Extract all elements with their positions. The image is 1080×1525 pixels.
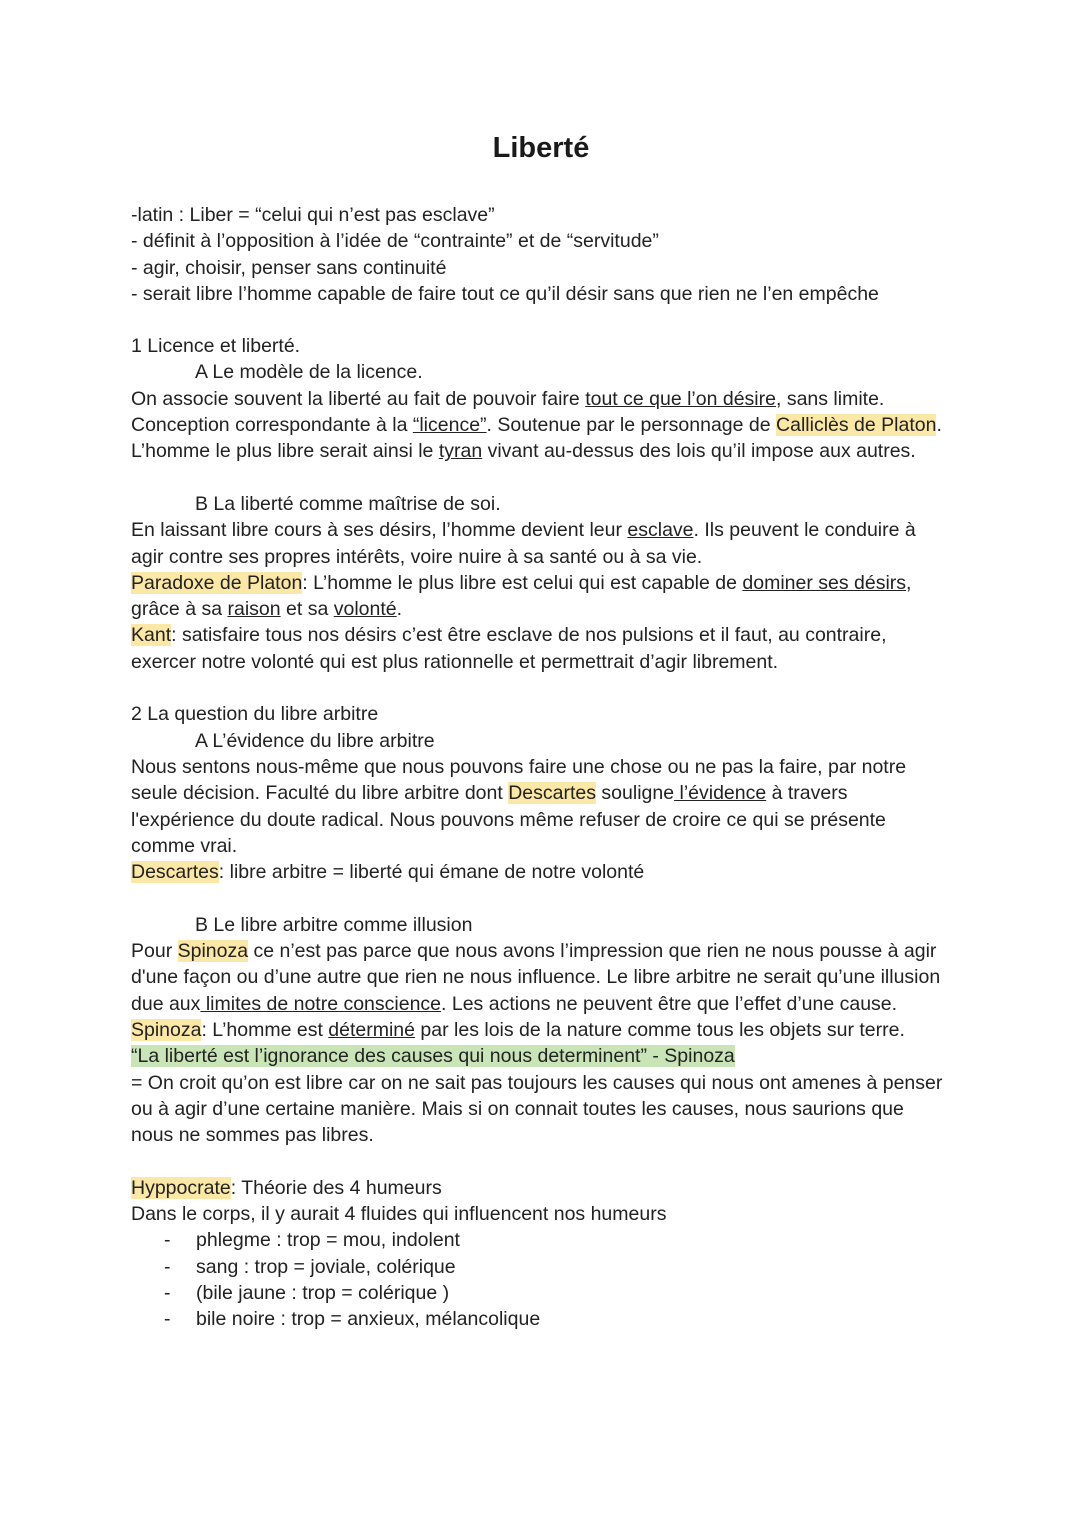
intro-line: - serait libre l’homme capable de faire tout ce qu’il désir sans que rien ne l’en empêche	[131, 282, 879, 305]
underlined-text: limites de notre conscience	[200, 992, 442, 1015]
hyppocrate-line: Hyppocrate: Théorie des 4 humeurs	[131, 1176, 442, 1199]
highlight-author: Paradoxe de Platon	[131, 571, 303, 594]
underlined-text: esclave	[627, 519, 694, 542]
underlined-text: l’évidence	[674, 782, 767, 805]
underlined-text: volonté	[333, 598, 397, 621]
underlined-text: dominer ses désirs	[742, 571, 907, 594]
list-item: - bile noire : trop = anxieux, mélancolique	[164, 1306, 951, 1332]
underlined-text: raison	[227, 598, 281, 621]
highlight-author: Descartes	[508, 782, 596, 805]
section-1b-paragraph: En laissant libre cours à ses désirs, l’homme devient leur esclave. Ils peuvent le conduire à agir contre ses propres intérêts, voire nuire à sa santé ou à sa vie.	[131, 519, 916, 568]
section-1b-platon: Paradoxe de Platon: L’homme le plus libre est celui qui est capable de dominer ses désirs, grâce à sa raison et sa volonté.	[131, 571, 912, 621]
spinoza-quote	[131, 1043, 951, 1069]
section-2a-descartes: Descartes: libre arbitre = liberté qui émane de notre volonté	[131, 861, 645, 884]
page-title: Liberté	[492, 132, 590, 164]
intro-block	[131, 202, 951, 307]
list-item: - (bile jaune : trop = colérique )	[164, 1280, 951, 1306]
highlight-author: Descartes	[131, 861, 219, 884]
underlined-text: tout ce que l’on désire	[585, 387, 776, 410]
section-1-heading: 1 Licence et liberté.	[131, 335, 301, 358]
section-1a-heading: A Le modèle de la licence.	[195, 361, 423, 384]
list-item: - sang : trop = joviale, colérique	[164, 1254, 951, 1280]
list-item: - phlegme : trop = mou, indolent	[164, 1227, 951, 1253]
intro-line: -latin : Liber = “celui qui n’est pas esclave”	[131, 204, 495, 226]
document-page	[131, 128, 951, 1332]
highlight-quote: “La liberté est l’ignorance des causes qui nous determinent” - Spinoza	[131, 1045, 735, 1068]
underlined-text: “licence”	[412, 414, 487, 437]
underlined-text: tyran	[438, 440, 483, 463]
highlight-author: Spinoza	[177, 940, 249, 963]
section-2a-heading: A L’évidence du libre arbitre	[195, 729, 435, 752]
section-1a-paragraph: On associe souvent la liberté au fait de pouvoir faire tout ce que l’on désire, sans limite. Conception correspondante à la “licence”. Soutenue par le personnage de Calliclès de Platon. L’homme le plus libre serait ainsi le tyran vivant au-dessus des lois qu’il impose aux autres.	[131, 387, 942, 463]
highlight-author: Hyppocrate	[131, 1176, 231, 1199]
highlight-author: Spinoza	[131, 1018, 202, 1041]
intro-line: - agir, choisir, penser sans continuité	[131, 256, 447, 279]
section-2b-heading: B Le libre arbitre comme illusion	[195, 913, 473, 936]
intro-line: - définit à l’opposition à l’idée de “contrainte” et de “servitude”	[131, 230, 659, 253]
highlight-author: Calliclès de Platon	[776, 414, 937, 437]
section-2-heading: 2 La question du libre arbitre	[131, 703, 379, 726]
section-2a-paragraph: Nous sentons nous-même que nous pouvons faire une chose ou ne pas la faire, par notre seule décision. Faculté du libre arbitre dont Descartes souligne l’évidence à travers l'expérience du doute radical. Nous pouvons même refuser de croire ce qui se présente comme vrai.	[131, 755, 907, 857]
underlined-text: déterminé	[328, 1018, 415, 1041]
section-2b-spinoza: Spinoza: L’homme est déterminé par les lois de la nature comme tous les objets sur terre.	[131, 1018, 905, 1041]
highlight-author: Kant	[131, 624, 172, 647]
section-1b-heading: B La liberté comme maîtrise de soi.	[195, 492, 501, 515]
section-2b-conclusion: = On croit qu’on est libre car on ne sait pas toujours les causes qui nous ont amenes à penser ou à agir d’une certaine manière. Mais si on connait toutes les causes, nous saurions que nous ne sommes pas libres.	[131, 1071, 943, 1147]
section-2b-paragraph: Pour Spinoza ce n’est pas parce que nous avons l’impression que rien ne nous pousse à agir d'une façon ou d’une autre que rien ne nous influence. Le libre arbitre ne serait qu’une illusion due aux limites de notre conscience. Les actions ne peuvent être que l’effet d’une cause.	[131, 940, 941, 1015]
humeurs-list	[131, 1227, 951, 1332]
section-1b-kant: Kant: satisfaire tous nos désirs c’est être esclave de nos pulsions et il faut, au contraire, exercer notre volonté qui est plus rationnelle et permettrait d’agir librement.	[131, 624, 887, 673]
humeurs-intro: Dans le corps, il y aurait 4 fluides qui influencent nos humeurs	[131, 1202, 667, 1225]
